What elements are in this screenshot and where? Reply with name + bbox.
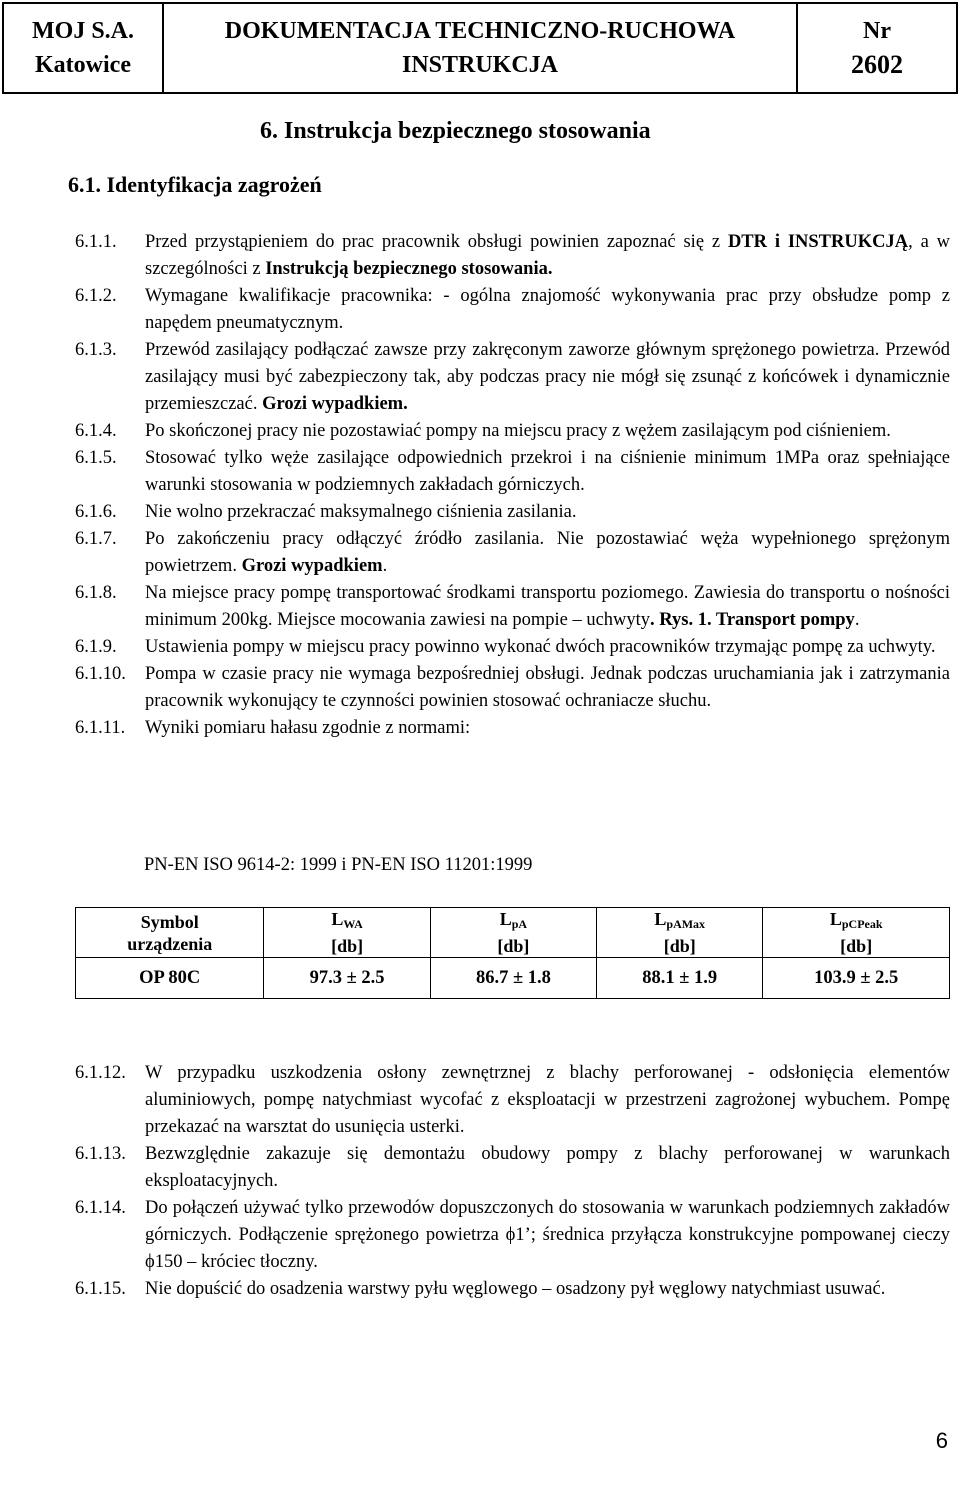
header-unit: [db]: [497, 936, 530, 956]
header-symbol: [76, 911, 263, 933]
item-text: [145, 526, 950, 580]
header-main: L: [499, 909, 512, 929]
document-title: DOKUMENTACJA TECHNICZNO-RUCHOWA: [224, 18, 736, 44]
item-number: 6.1.7.: [75, 529, 117, 549]
header-main: L: [331, 909, 344, 929]
list-item: [75, 634, 950, 661]
item-text-span: .: [854, 610, 860, 630]
item-number: 6.1.14.: [75, 1198, 126, 1218]
item-text: [145, 337, 950, 418]
header-symbol: [264, 908, 429, 935]
header-subscript: pCPeak: [841, 917, 883, 931]
noise-table-row: [76, 958, 950, 999]
item-number: 6.1.3.: [75, 340, 117, 360]
title-cell: [164, 4, 798, 92]
instruction-list: [75, 229, 950, 742]
noise-header-cell: [763, 908, 950, 958]
item-text-span: Ustawienia pompy w miejscu pracy powinno wykonać dwóch pracowników trzymając pompę za uchwyty.: [145, 637, 936, 657]
header-unit: urządzenia: [127, 933, 213, 954]
header-unit: [db]: [663, 936, 696, 956]
item-text-span: Na miejsce pracy pompę transportować środkami transportu poziomego. Zawiesia do transportu o nośności minimum 200kg. Miejsce mocowania zawiesi na pompie – uchwyty: [145, 583, 950, 630]
number-label: Nr: [863, 18, 891, 44]
item-number: 6.1.15.: [75, 1279, 126, 1299]
number-cell: [798, 4, 956, 92]
list-item: [75, 418, 950, 445]
header-symbol: [763, 908, 949, 935]
item-number: 6.1.4.: [75, 421, 117, 441]
item-text-span: Do połączeń używać tylko przewodów dopuszczonych do stosowania w warunkach podziemnych zakładów górniczych. Podłączenie sprężonego powietrza ϕ1’; średnica przyłącza konstrukcyjne pompowanej cieczy ϕ150 – króciec tłoczny.: [145, 1198, 950, 1272]
list-item: [75, 229, 950, 283]
item-text-span: Przewód zasilający podłączać zawsze przy zakręconym zaworze głównym sprężonego powietrza. Przewód zasilający musi być zabezpieczony tak, aby podczas pracy nie mógł się zsunąć z końcówek i dynamicznie przemieszczać.: [145, 340, 950, 414]
item-text-bold: DTR i INSTRUKCJĄ: [727, 232, 909, 252]
noise-value: 88.1 ± 1.9: [597, 958, 763, 999]
list-item: [75, 526, 950, 580]
item-text-span: Wyniki pomiaru hałasu zgodnie z normami:: [145, 718, 471, 738]
item-text: [145, 229, 950, 283]
item-text-span: Nie wolno przekraczać maksymalnego ciśnienia zasilania.: [145, 502, 577, 522]
item-text-span: .: [382, 556, 388, 576]
item-text-span: , a w szczególności z: [145, 232, 951, 279]
item-text-span: Pompa w czasie pracy nie wymaga bezpośredniej obsługi. Jednak podczas uruchamiania jak i zatrzymania pracownik wykonujący te czynności powinien stosować ochraniacze słuchu.: [145, 664, 950, 711]
item-text-bold: . Rys. 1. Transport pompy: [650, 610, 855, 630]
list-item: [75, 499, 950, 526]
list-item: [75, 580, 950, 634]
noise-header-cell: [430, 908, 596, 958]
item-text-span: Po zakończeniu pracy odłączyć źródło zasilania. Nie pozostawiać węża wypełnionego sprężonym powietrzem.: [145, 529, 950, 576]
header-unit: [db]: [331, 936, 364, 956]
header-main: L: [654, 909, 667, 929]
item-text-span: W przypadku uszkodzenia osłony zewnętrznej z blachy perforowanej - odsłonięcia elementów aluminiowych, pompę natychmiast wycofać z eksploatacji w przestrzeni zagrożonej wybuchem. Pompę przekazać na warsztat do usunięcia usterki.: [145, 1063, 950, 1137]
item-number: 6.1.12.: [75, 1063, 126, 1083]
item-text: [145, 634, 950, 661]
number-value: 2602: [851, 50, 903, 79]
header-main: L: [829, 909, 842, 929]
list-item: [75, 337, 950, 418]
company-name: MOJ S.A.: [32, 18, 134, 44]
item-text: [145, 418, 950, 445]
item-text: [145, 283, 950, 337]
item-number: 6.1.13.: [75, 1144, 126, 1164]
page-number: 6: [935, 1428, 948, 1453]
item-text-bold: Grozi wypadkiem.: [262, 394, 408, 414]
noise-header-cell: [264, 908, 430, 958]
list-item: [75, 661, 950, 715]
header-unit: [db]: [840, 936, 873, 956]
header-subscript: WA: [343, 917, 363, 931]
item-text: [145, 499, 950, 526]
list-item: [75, 445, 950, 499]
item-text-span: Po skończonej pracy nie pozostawiać pompy na miejscu pracy z wężem zasilającym pod ciśnieniem.: [145, 421, 891, 441]
item-text: [145, 715, 950, 742]
company-cell: [4, 4, 164, 92]
noise-header-cell: [76, 908, 264, 958]
header-main: Symbol: [140, 911, 199, 932]
item-text: [145, 445, 950, 499]
item-number: 6.1.8.: [75, 583, 117, 603]
noise-value: 86.7 ± 1.8: [430, 958, 596, 999]
item-text-span: Wymagane kwalifikacje pracownika: - ogólna znajomość wykonywania prac przy obsłudze pomp z napędem pneumatycznym.: [145, 286, 950, 333]
noise-table: [75, 907, 950, 999]
noise-standards: PN-EN ISO 9614-2: 1999 i PN-EN ISO 11201:1999: [144, 855, 533, 875]
company-city: Katowice: [35, 52, 131, 78]
item-text: [145, 1060, 950, 1141]
item-text: [145, 580, 950, 634]
list-item: [75, 1141, 950, 1195]
header-symbol: [431, 908, 596, 935]
item-number: 6.1.5.: [75, 448, 117, 468]
item-text-span: Przed przystąpieniem do prac pracownik obsługi powinien zapoznać się z: [145, 232, 728, 252]
device-symbol: OP 80C: [76, 958, 264, 999]
noise-value: 97.3 ± 2.5: [264, 958, 430, 999]
item-text-span: Nie dopuścić do osadzenia warstwy pyłu węglowego – osadzony pył węglowy natychmiast usuwać.: [145, 1279, 886, 1299]
item-text-span: Bezwzględnie zakazuje się demontażu obudowy pompy z blachy perforowanej w warunkach eksploatacyjnych.: [145, 1144, 950, 1191]
item-text: [145, 1276, 950, 1303]
document-header: [2, 2, 958, 94]
item-text-span: Stosować tylko węże zasilające odpowiednich przekroi i na ciśnienie minimum 1MPa oraz spełniające warunki stosowania w podziemnych zakładach górniczych.: [145, 448, 950, 495]
item-number: 6.1.1.: [75, 232, 117, 252]
header-symbol: [597, 908, 762, 935]
header-subscript: pA: [511, 917, 528, 931]
section-title: 6. Instrukcja bezpiecznego stosowania: [260, 118, 651, 144]
item-number: 6.1.2.: [75, 286, 117, 306]
item-number: 6.1.11.: [75, 718, 126, 738]
item-text-bold: Instrukcją bezpiecznego stosowania.: [265, 259, 553, 279]
noise-header-cell: [597, 908, 763, 958]
list-item: [75, 1195, 950, 1276]
list-item: [75, 715, 950, 742]
noise-value: 103.9 ± 2.5: [763, 958, 950, 999]
item-number: 6.1.9.: [75, 637, 117, 657]
item-text: [145, 1195, 950, 1276]
item-number: 6.1.10.: [75, 664, 126, 684]
instruction-list-continued: [75, 1060, 950, 1303]
item-text: [145, 1141, 950, 1195]
item-number: 6.1.6.: [75, 502, 117, 522]
list-item: [75, 1060, 950, 1141]
header-subscript: pAMax: [666, 917, 706, 931]
noise-table-header-row: [76, 908, 950, 958]
document-type: INSTRUKCJA: [401, 52, 559, 78]
list-item: [75, 283, 950, 337]
item-text: [145, 661, 950, 715]
item-text-bold: Grozi wypadkiem: [241, 556, 383, 576]
list-item: [75, 1276, 950, 1303]
subsection-title: 6.1. Identyfikacja zagrożeń: [68, 172, 322, 197]
